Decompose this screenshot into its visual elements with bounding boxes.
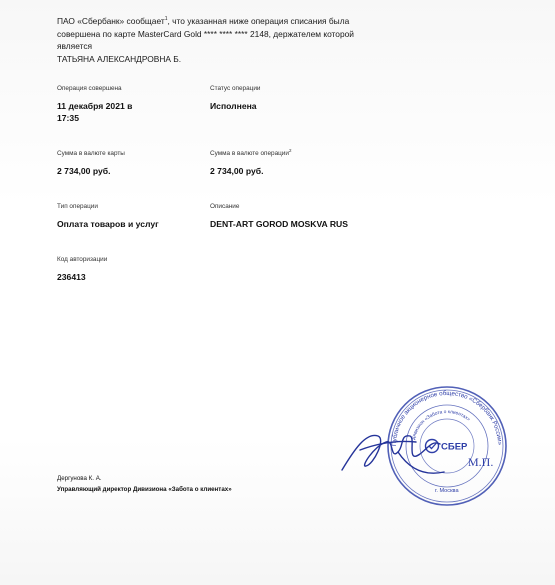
footnote-mark-2: 2 bbox=[288, 147, 292, 153]
stamp-outer-text: Публичное акционерное общество «Сбербанк России» bbox=[390, 389, 504, 447]
stamp-inner-text: Дивизион «Забота о клиентах» bbox=[411, 409, 471, 441]
auth-code-value: 236413 bbox=[57, 272, 86, 282]
stamp-svg bbox=[340, 380, 555, 510]
operation-date-value bbox=[57, 101, 132, 124]
operation-amount-field bbox=[210, 149, 291, 178]
auth-code-label: Код авторизации bbox=[57, 256, 108, 263]
signatory-block bbox=[57, 473, 232, 495]
intro-line-1 bbox=[57, 15, 387, 28]
operation-type-label: Тип операции bbox=[57, 203, 98, 210]
operation-type-field bbox=[57, 202, 159, 231]
description-field bbox=[210, 202, 348, 231]
operation-amount-label bbox=[210, 149, 291, 158]
intro-paragraph bbox=[57, 15, 387, 65]
signatory-position: Управляющий директор Дивизиона «Забота о клиентах» bbox=[57, 486, 232, 493]
stamp-city: г. Москва bbox=[435, 488, 459, 494]
operation-date-value-line1: 11 декабря 2021 в bbox=[57, 101, 133, 111]
auth-code-field bbox=[57, 255, 107, 284]
description-value: DENT-ART GOROD MOSKVA RUS bbox=[210, 219, 348, 229]
operation-time-value: 17:35 bbox=[57, 112, 79, 123]
operation-amount-label-text: Сумма в валюте операции bbox=[210, 150, 289, 157]
operation-type-value: Оплата товаров и услуг bbox=[57, 219, 159, 229]
card-amount-label: Сумма в валюте карты bbox=[57, 150, 125, 157]
footnote-mark-1: 1 bbox=[164, 16, 168, 23]
status-field bbox=[210, 84, 260, 113]
card-amount-field bbox=[57, 149, 125, 178]
sber-logo-icon bbox=[426, 440, 439, 453]
status-value: Исполнена bbox=[210, 101, 257, 111]
operation-date-label: Операция совершена bbox=[57, 85, 122, 92]
card-holder-name: ТАТЬЯНА АЛЕКСАНДРОВНА Б. bbox=[57, 53, 182, 64]
intro-line-2: совершена по карте MasterCard Gold **** **** **** 2148, держателем которой является bbox=[57, 28, 354, 52]
intro-line-1b: , что указанная ниже операция списания была bbox=[167, 16, 350, 26]
round-stamp bbox=[388, 387, 506, 505]
operation-date-field bbox=[57, 84, 132, 124]
stamp-logo-text: СБЕР bbox=[441, 441, 468, 453]
operation-amount-value: 2 734,00 руб. bbox=[210, 166, 264, 176]
intro-line-1a: ПАО «Сбербанк» сообщает bbox=[57, 16, 165, 26]
status-label: Статус операции bbox=[210, 85, 261, 92]
description-label: Описание bbox=[210, 203, 240, 210]
card-amount-value: 2 734,00 руб. bbox=[57, 166, 111, 176]
stamp-and-signature bbox=[340, 380, 555, 510]
stamp-initials: М.П. bbox=[468, 455, 494, 469]
signatory-name: Дергунова К. А. bbox=[57, 475, 102, 482]
